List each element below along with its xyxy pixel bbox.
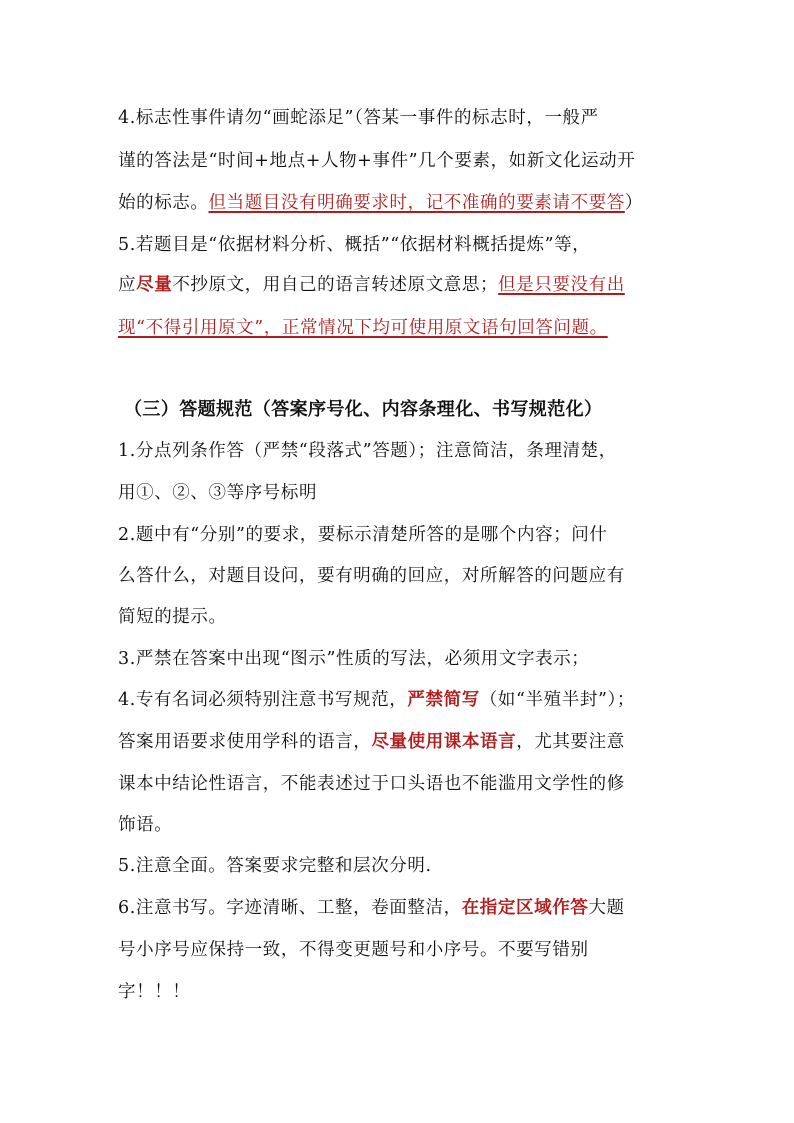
s4-line3: 始的标志。但当题目没有明确要求时，记不准确的要素请不要答）: [118, 193, 643, 213]
b4-bold-term-1: 严禁简写: [407, 690, 480, 710]
s4-line1: 4.标志性事件请勿“画蛇添足”（答某一事件的标志时，一般严: [118, 108, 599, 128]
b6-bold-term: 在指定区域作答: [461, 898, 589, 918]
b6-line3: 字！！！: [118, 982, 191, 1002]
s5-emphasis-1: 但是只要没有出: [498, 275, 625, 295]
b4-line4: 饰语。: [118, 815, 173, 835]
b4-line1: 4.专有名词必须特别注意书写规范，严禁简写（如“半殖半封”）；: [118, 690, 635, 710]
s4-emphasis: 但当题目没有明确要求时，记不准确的要素请不要答: [208, 193, 625, 213]
b4-line3: 课本中结论性语言，不能表述过于口头语也不能滥用文学性的修: [118, 774, 625, 794]
s5-bold-term: 尽量: [136, 275, 173, 295]
b2-line1: 2.题中有“分别”的要求，要标示清楚所答的是哪个内容；问什: [118, 525, 608, 545]
b2-line3: 简短的提示。: [118, 607, 227, 627]
b1-line1: 1.分点列条作答（严禁“段落式”答题）；注意简洁，条理清楚，: [118, 441, 617, 461]
section-heading: （三）答题规范（答案序号化、内容条理化、书写规范化）: [124, 399, 603, 420]
b4-line2: 答案用语要求使用学科的语言，尽量使用课本语言，尤其要注意: [118, 732, 625, 752]
b6-line2: 号小序号应保持一致，不得变更题号和小序号。不要写错别: [118, 940, 589, 960]
b3-line1: 3.严禁在答案中出现“图示”性质的写法，必须用文字表示；: [118, 649, 590, 669]
s5-line3: [118, 316, 608, 340]
s5-emphasis-2: 现“不得引用原文”，正常情况下均可使用原文语句回答问题。: [118, 318, 608, 338]
s5-line1: 5.若题目是“依据材料分析、概括”“依据材料概括提炼”等，: [118, 235, 591, 255]
b4-bold-term-2: 尽量使用课本语言: [371, 732, 517, 752]
b1-line2: 用①、②、③等序号标明: [118, 483, 318, 503]
b6-line1: 6.注意书写。字迹清晰、工整，卷面整洁，在指定区域作答大题: [118, 898, 625, 918]
s4-line2: 谨的答法是“时间+地点+人物+事件”几个要素，如新文化运动开: [118, 151, 636, 171]
s5-line2: 应尽量不抄原文，用自己的语言转述原文意思；但是只要没有出: [118, 275, 625, 295]
b5-line1: 5.注意全面。答案要求完整和层次分明.: [118, 856, 432, 876]
b2-line2: 么答什么，对题目设问，要有明确的回应，对所解答的问题应有: [118, 566, 625, 586]
